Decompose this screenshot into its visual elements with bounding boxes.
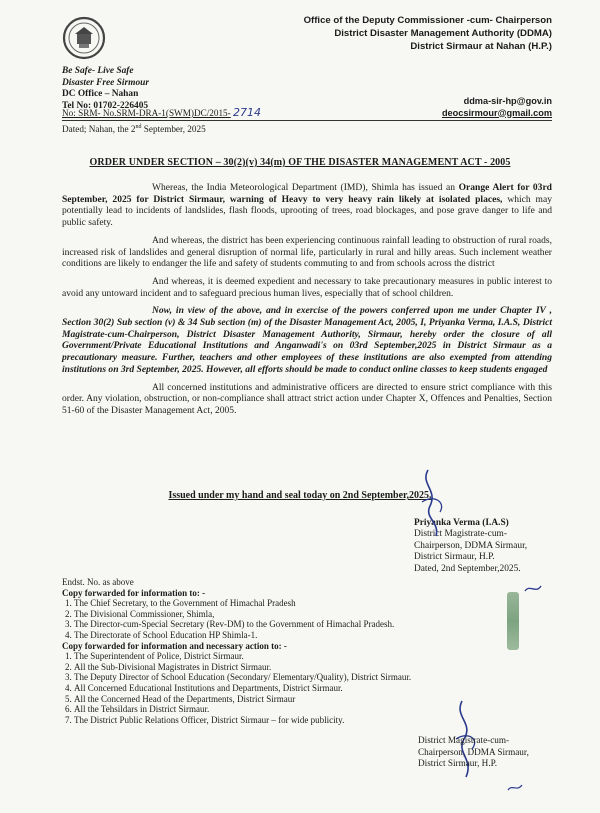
signatory-name: Priyanka Verma (I.A.S) xyxy=(414,518,509,528)
signature-block-2 xyxy=(418,735,529,770)
p1-text-a: Whereas, the India Meteorological Department (IMD), Shimla has issued an xyxy=(152,182,459,193)
signature-block-1 xyxy=(414,518,527,575)
copy-action-list xyxy=(62,651,502,725)
slogan-1: Be Safe- Live Safe xyxy=(62,66,134,76)
paragraph-5: All concerned institutions and administrative officers are directed to ensure strict compliance with this order. Any violation, obstruction, or non-compliance shall attract strict action under Chapter X, Offences and Penalties, Section 51-60 of the Disaster Management Act, 2005. xyxy=(62,381,552,416)
state-emblem-icon xyxy=(62,16,106,60)
office-header xyxy=(252,14,552,53)
sig2-line-2: Chairperson, DDMA Sirmaur, xyxy=(418,746,529,757)
header-divider xyxy=(62,120,552,121)
sig1-line-1: District Magistrate-cum- xyxy=(414,529,507,540)
p1-text-b: which may potentially lead to incidents of landslides, flash floods, uprooting of trees, road blockages, and pose grave danger to life and public safety. xyxy=(62,193,552,229)
contact-emails xyxy=(442,96,552,119)
list-item: 5. All the Concerned Head of the Departments, District Sirmaur xyxy=(74,694,502,705)
initial-mark-2 xyxy=(505,782,525,794)
ref-number-text: No: SRM- No.SRM-DRA-1(SWM)DC/2015- xyxy=(62,108,231,118)
sig1-line-3: District Sirmaur, H.P. xyxy=(414,552,495,563)
paragraph-4: Now, in view of the above, and in exercise of the powers conferred upon me under Chapter IV , Section 30(2) Sub section (v) & 34 Sub section (m) of the Disaster Management Act, 2005, I, Priyanka Verma, I.A.S, District Magistrate-cum-Chairperson, District Disaster Management Authority, Sirmaur, hereby order the closure of all Government/Private Educational Institutions and Anganwadi's on 03rd September,2025 in District Sirmaur as a precautionary measure. Further, teachers and other employees of these institutions are also exempted from attending institutions on 3rd September, 2025. However, all efforts should be made to conduct online classes to keep students engaged xyxy=(62,305,552,375)
list-item: 2. The Divisional Commissioner, Shimla, xyxy=(74,609,502,620)
list-item: 6. All the Tehsildars in District Sirmaur. xyxy=(74,704,502,715)
paragraph-3: And whereas, it is deemed expedient and necessary to take precautionary measures in public interest to avoid any untoward incident and to safeguard precious human lives, especially that of school children. xyxy=(62,275,552,299)
seal-stamp xyxy=(507,592,519,650)
sig2-line-3: District Sirmaur, H.P. xyxy=(418,758,497,769)
list-item: 3. The Director-cum-Special Secretary (Rev-DM) to the Government of Himachal Pradesh. xyxy=(74,619,502,630)
list-item: 4. The Directorate of School Education HP Shimla-1. xyxy=(74,630,502,641)
left-header xyxy=(62,66,149,112)
copy-info-heading: Copy forwarded for information to: - xyxy=(62,587,206,598)
p1-bold: Orange Alert for 03rd September, 2025 for District Sirmaur, warning of Heavy to very heavy rain likely at isolated places, xyxy=(62,182,552,205)
dated-line xyxy=(62,124,206,134)
sig1-line-2: Chairperson, DDMA Sirmaur, xyxy=(414,540,528,551)
reference-number xyxy=(62,107,261,119)
email-1: ddma-sir-hp@gov.in xyxy=(463,96,552,106)
ref-handwritten: 2714 xyxy=(233,106,262,119)
order-title: ORDER UNDER SECTION – 30(2)(v) 34(m) OF THE DISASTER MANAGEMENT ACT - 2005 xyxy=(89,157,511,168)
list-item: 1. The Superintendent of Police, District Sirmaur. xyxy=(74,651,502,662)
copy-action-heading: Copy forwarded for information and necessary action to: - xyxy=(62,640,287,651)
endorsement-section xyxy=(62,577,502,725)
list-item: 1. The Chief Secretary, to the Government of Himachal Pradesh xyxy=(74,598,502,609)
paragraph-1 xyxy=(62,182,552,229)
slogan-2: Disaster Free Sirmour xyxy=(62,77,149,88)
copy-info-list xyxy=(62,598,502,640)
sig1-line-4: Dated, 2nd September,2025. xyxy=(414,563,521,574)
office-line-2: District Disaster Management Authority (DDMA) xyxy=(334,28,552,39)
initial-mark-1 xyxy=(522,582,544,596)
office-line-3: District Sirmaur at Nahan (H.P.) xyxy=(410,41,552,52)
endst-line: Endst. No. as above xyxy=(62,577,134,587)
sig2-line-1: District Magistrate-cum- xyxy=(418,735,510,745)
dated-sup: nd xyxy=(135,124,142,130)
list-item: 2. All the Sub-Divisional Magistrates in District Sirmaur. xyxy=(74,662,502,673)
dated-prefix: Dated; Nahan, the 2 xyxy=(62,124,136,135)
list-item: 3. The Deputy Director of School Education (Secondary/ Elementary/Quality), District Sirmaur. xyxy=(74,672,502,683)
order-body xyxy=(62,182,552,423)
dated-suffix: September, 2025 xyxy=(141,124,206,135)
office-line-1: Office of the Deputy Commissioner -cum- Chairperson xyxy=(303,15,552,26)
list-item: 4. All Concerned Educational Institutions and Departments, District Sirmaur. xyxy=(74,683,502,694)
issued-line: Issued under my hand and seal today on 2nd September,2025. xyxy=(168,490,432,501)
telephone: Tel No: 01702-226405 xyxy=(62,100,149,111)
email-2: deocsirmour@gmail.com xyxy=(441,107,552,118)
office-name: DC Office – Nahan xyxy=(62,89,139,99)
list-item: 7. The District Public Relations Officer, District Sirmaur – for wide publicity. xyxy=(74,715,502,726)
paragraph-2: And whereas, the district has been experiencing continuous rainfall leading to obstruction of rural roads, increased risk of landslides and general disruption of normal life, particularly in rural and hilly areas. Such inclement weather conditions are likely to endanger the life and safety of students commuting to and from schools across the district xyxy=(62,234,552,270)
